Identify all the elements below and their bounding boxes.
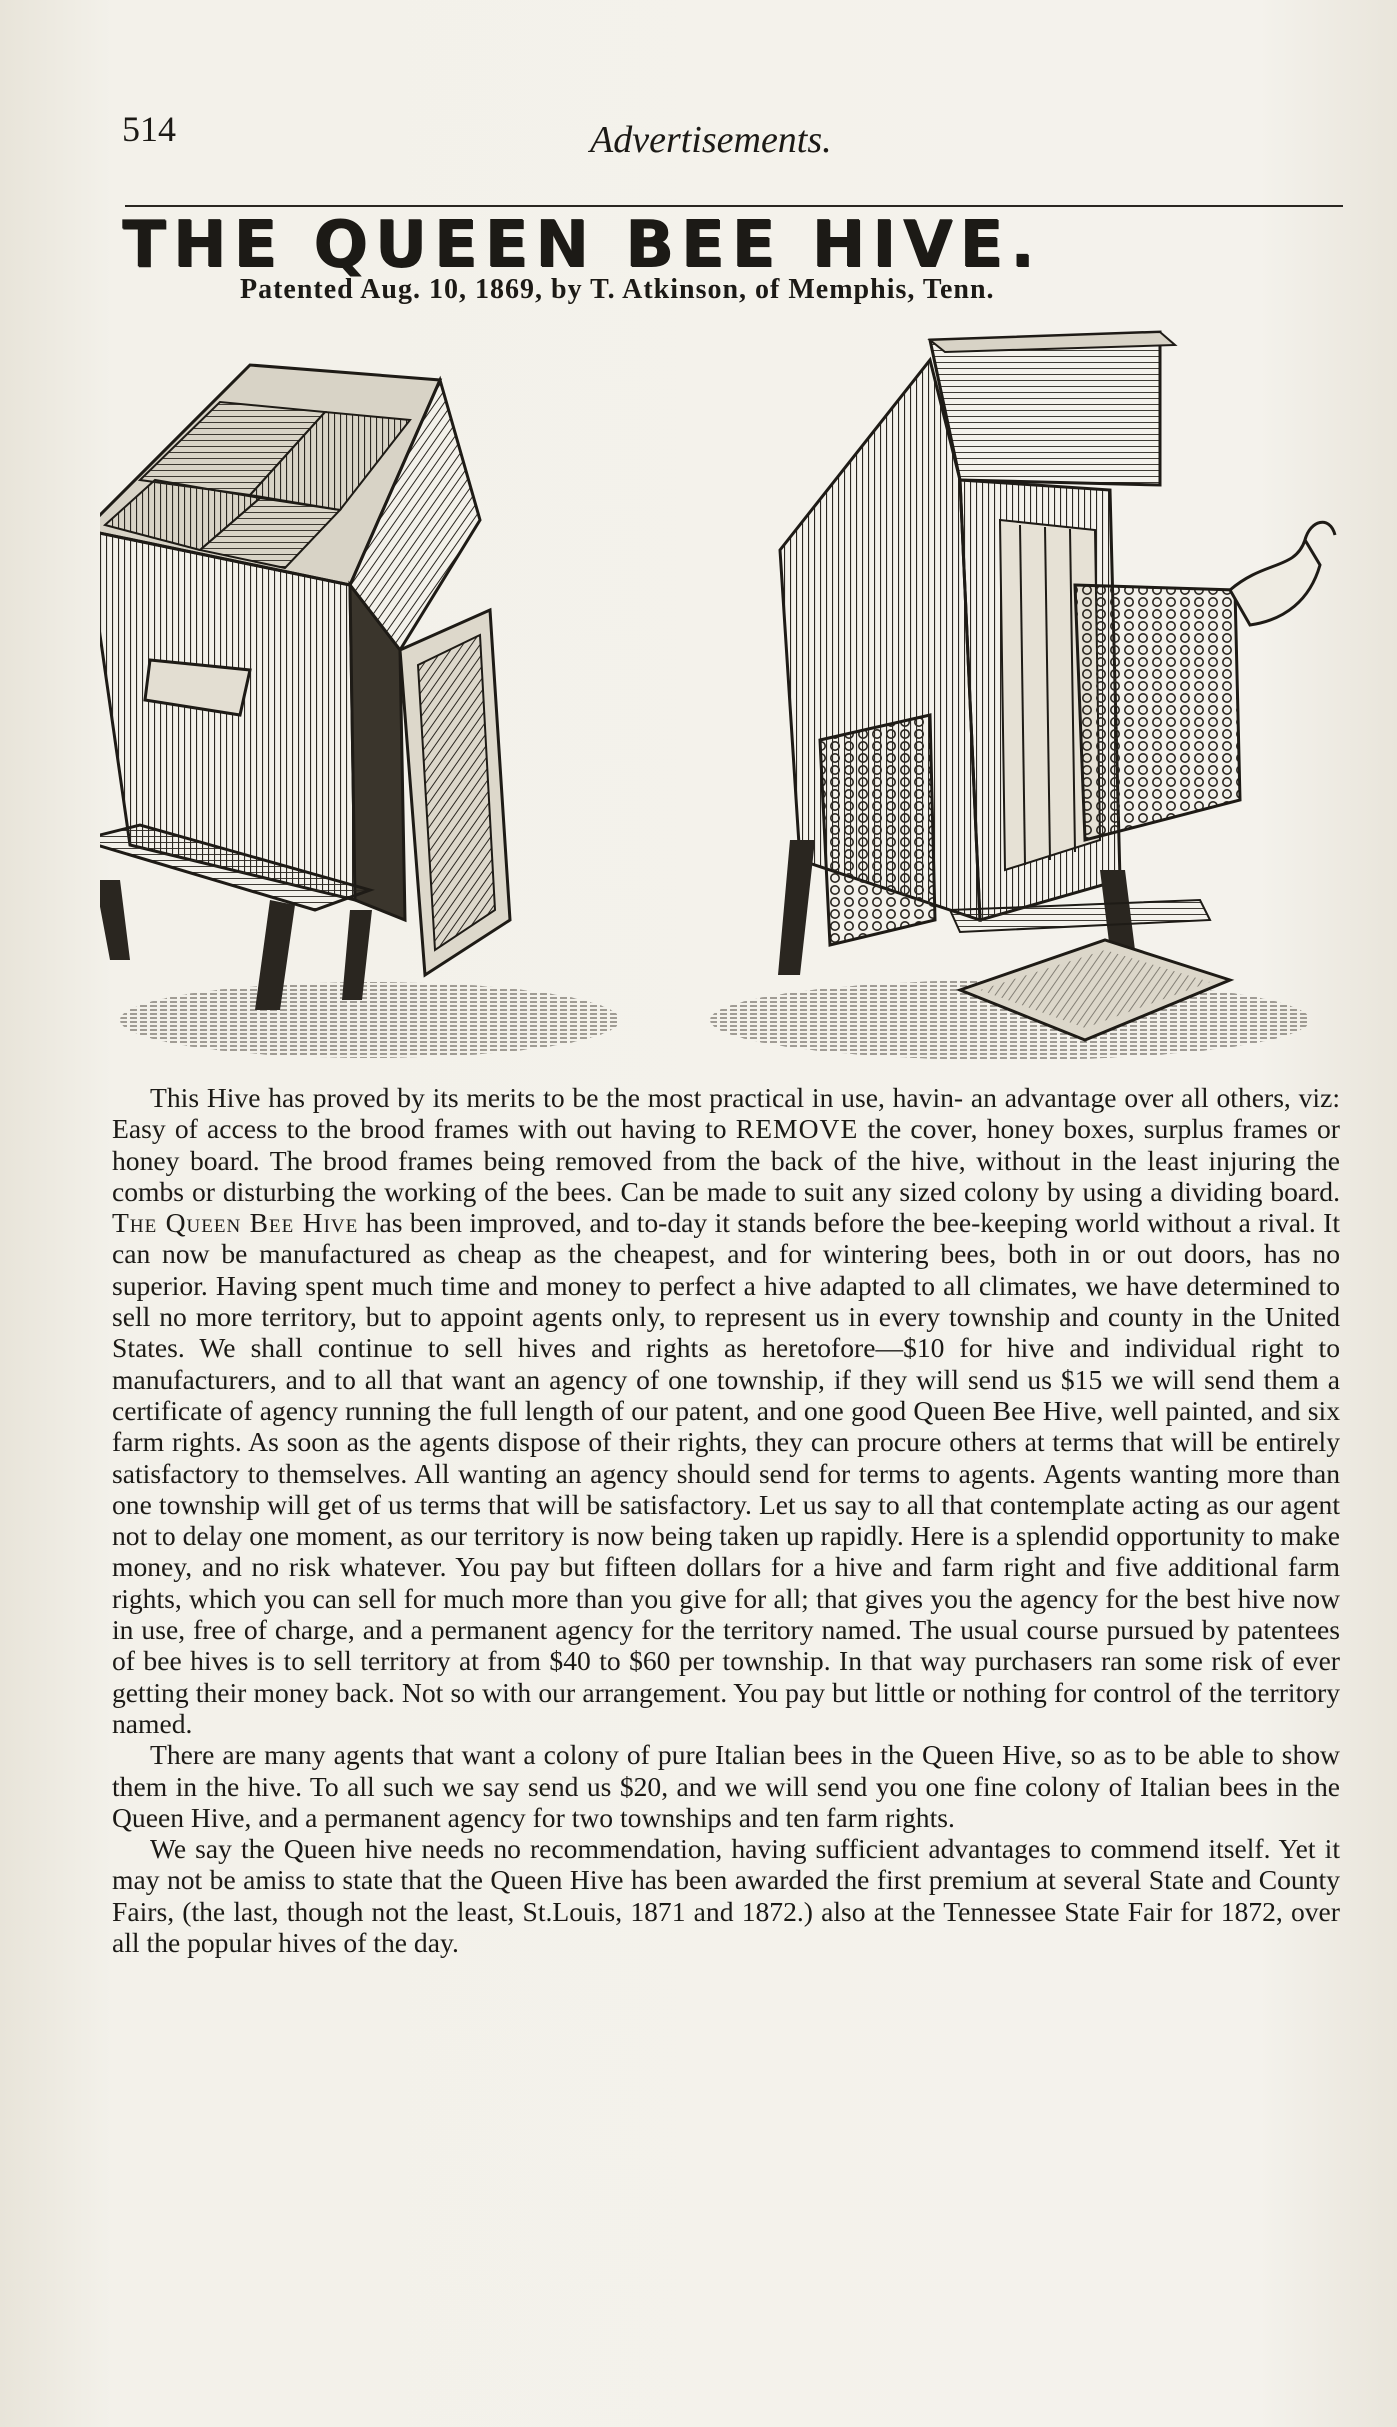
paragraph-1 [112,1082,1340,1739]
running-head: Advertisements. [590,119,832,161]
page-number: 514 [122,109,176,149]
header-rule [125,205,1343,207]
hive-name-emphasis: The Queen Bee Hive [112,1207,359,1239]
paragraph-2: There are many agents that want a colony of pure Italian bees in the Queen Hive, so as to be able to show them in the hive. To all such we say send us $20, and we will send you one fine colony of Italian bees in the Queen Hive, and a permanent agency for two townships and ten farm rights. [112,1739,1340,1833]
paragraph-1-part-2: the cover, honey boxes, surplus frames or honey board. The brood frames being removed from the back of the hive, without in the least injuring the combs or disturbing the working of the bees. Can be made to suit any sized colony by using a dividing board. [112,1113,1340,1207]
closed-hive-engraving [100,365,620,1058]
paragraph-3: We say the Queen hive needs no recommendation, having sufficient advantages to commend itself. Yet it may not be amiss to state that the Queen Hive has been awarded the first premium at several State and County Fairs, (the last, though not the least, St.Louis, 1871 and 1872.) also at the Tennessee State Fair for 1872, over all the popular hives of the day. [112,1833,1340,1959]
ad-body [112,1082,1340,1958]
ad-title: THE QUEEN BEE HIVE. [122,208,1042,282]
hive-illustrations [100,320,1345,1080]
open-hive-engraving [710,332,1335,1060]
remove-emphasis: REMOVE [735,1113,859,1145]
ad-subtitle: Patented Aug. 10, 1869, by T. Atkinson, of Memphis, Tenn. [240,274,995,305]
paragraph-1-part-1: This Hive has proved by its merits to be the most practical in use, havin- an advantage over all others, viz: Easy of access to the brood frames with out having to [112,1082,1340,1145]
paragraph-1-part-3: has been improved, and to-day it stands before the bee-keeping world without a rival. It can now be manufactured as cheap as the cheapest, and for wintering bees, both in or out doors, has no superior. Having spent much time and money to perfect a hive adapted to all climates, we have determined to sell no more territory, but to appoint agents only, to represent us in every township and county in the United States. We shall continue to sell hives and rights as heretofore—$10 for hive and individual right to manufacturers, and to all that want an agency of one township, if they will send us $15 we will send them a certificate of agency running the full length of our patent, and one good Queen Bee Hive, well painted, and six farm rights. As soon as the agents dispose of their rights, they can procure others at terms that will be entirely satisfactory to themselves. All wanting an agency should send for terms to agents. Agents wanting more than one township will get of us terms that will be satisfactory. Let us say to all that contemplate acting as our agent not to delay one moment, as our territory is now being taken up rapidly. Here is a splendid opportunity to make money, and no risk whatever. You pay but fifteen dollars for a hive and farm right and five additional farm rights, which you can sell for much more than you give for all; that gives you the agency for the best hive now in use, free of charge, and a permanent agency for the territory named. The usual course pursued by patentees of bee hives is to sell territory at from $40 to $60 per township. In that way purchasers ran some risk of ever getting their money back. Not so with our arrangement. You pay but little or nothing for control of the territory named. [112,1207,1340,1739]
